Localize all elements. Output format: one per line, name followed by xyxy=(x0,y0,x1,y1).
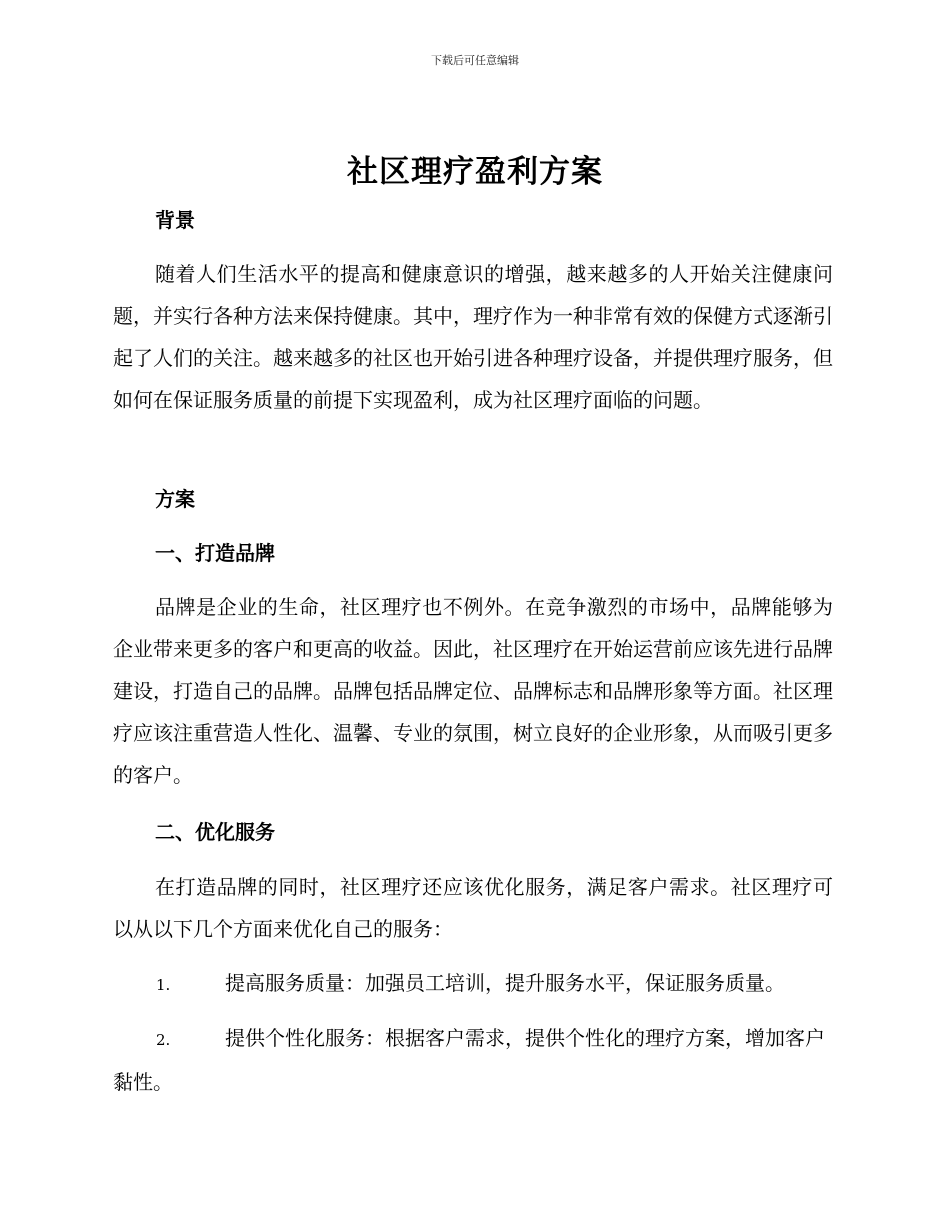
brand-heading: 一、打造品牌 xyxy=(155,541,275,565)
service-heading: 二、优化服务 xyxy=(155,820,275,844)
service-paragraph: 在打造品牌的同时，社区理疗还应该优化服务，满足客户需求。社区理疗可以从以下几个方面来优化自己的服务： xyxy=(113,875,833,941)
list-item-number: 2. xyxy=(156,1031,171,1049)
background-paragraph: 随着人们生活水平的提高和健康意识的增强，越来越多的人开始关注健康问题，并实行各种方法来保持健康。其中，理疗作为一种非常有效的保健方式逐渐引起了人们的关注。越来越多的社区也开始引进各种理疗设备，并提供理疗服务，但如何在保证服务质量的前提下实现盈利，成为社区理疗面临的问题。 xyxy=(113,262,833,412)
background-heading: 背景 xyxy=(155,208,195,232)
document-title: 社区理疗盈利方案 xyxy=(347,154,603,190)
list-item-number: 1. xyxy=(156,976,171,994)
list-item-text: 提供个性化服务：根据客户需求，提供个性化的理疗方案，增加客户黏性。 xyxy=(113,1026,825,1094)
list-item xyxy=(113,962,833,1006)
list-item xyxy=(113,1017,833,1103)
plan-heading: 方案 xyxy=(155,487,195,511)
page-header-note: 下载后可任意编辑 xyxy=(431,54,519,67)
list-item-text: 提高服务质量：加强员工培训，提升服务水平，保证服务质量。 xyxy=(225,971,785,995)
brand-paragraph: 品牌是企业的生命，社区理疗也不例外。在竞争激烈的市场中，品牌能够为企业带来更多的客户和更高的收益。因此，社区理疗在开始运营前应该先进行品牌建设，打造自己的品牌。品牌包括品牌定位、品牌标志和品牌形象等方面。社区理疗应该注重营造人性化、温馨、专业的氛围，树立良好的企业形象，从而吸引更多的客户。 xyxy=(113,595,833,787)
